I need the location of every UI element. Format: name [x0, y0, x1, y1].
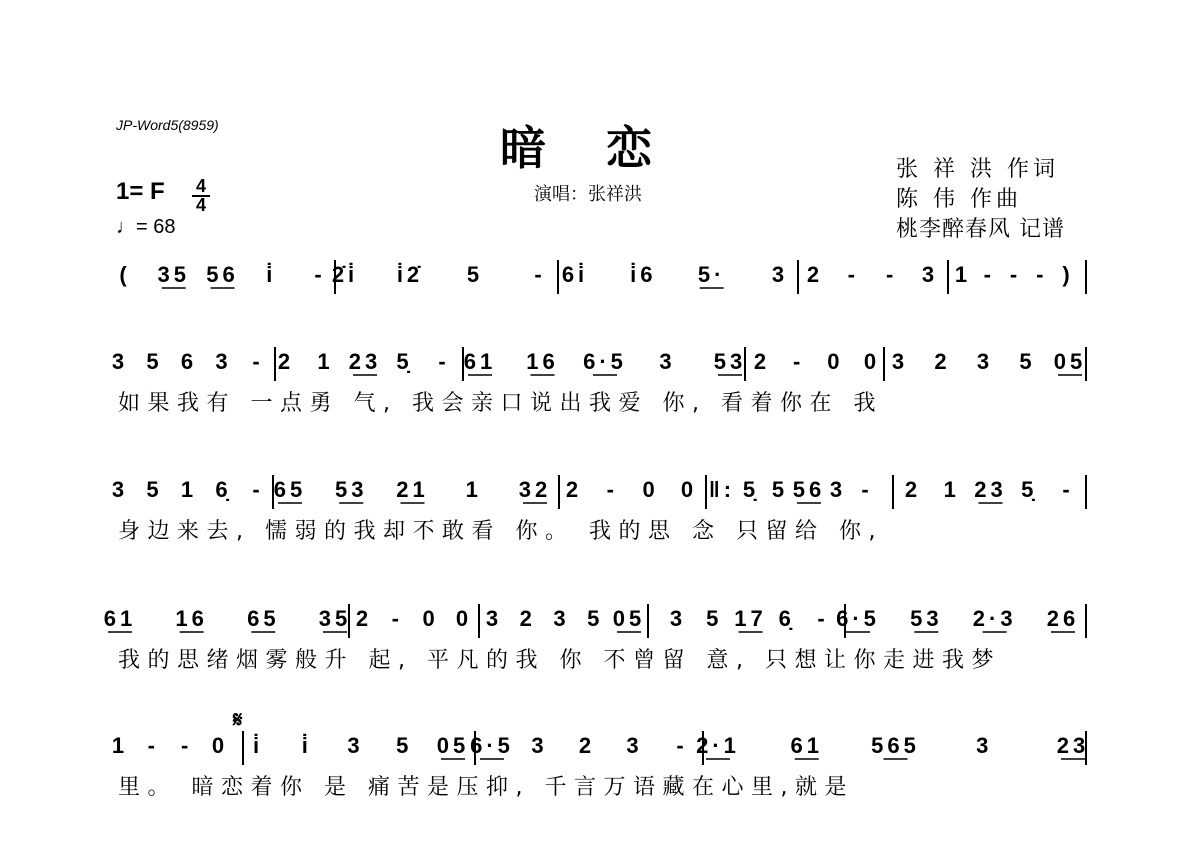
- note: 56: [206, 262, 239, 287]
- note: 1: [111, 733, 129, 758]
- note: 3: [891, 349, 909, 374]
- note: 0: [827, 349, 844, 374]
- note: 3: [626, 733, 643, 758]
- note: 3: [771, 262, 789, 287]
- note: 5: [706, 606, 723, 631]
- note: 3: [485, 606, 503, 631]
- note: -: [983, 262, 995, 287]
- note: 3: [215, 349, 232, 374]
- note: 5: [466, 262, 484, 287]
- note: 16: [526, 349, 559, 374]
- note: 05: [612, 606, 646, 631]
- lyric-line: 我的思绪烟雾般升 起, 平凡的我 你 不曾留 意, 只想让你走进我梦: [118, 648, 1001, 673]
- note: 5̣: [742, 477, 760, 502]
- note: 3: [976, 349, 994, 374]
- note: -: [181, 733, 193, 758]
- note: 23: [974, 477, 1007, 502]
- note: 5: [396, 733, 413, 758]
- note: -: [534, 262, 546, 287]
- note: -: [817, 606, 829, 631]
- note: ): [1062, 262, 1074, 287]
- note: 5̣: [1021, 477, 1038, 502]
- note: 65: [247, 606, 280, 631]
- note: 0: [211, 733, 229, 758]
- note: 6·5: [836, 606, 880, 631]
- note: -: [1062, 477, 1074, 502]
- note: 35: [318, 606, 352, 631]
- note: 0: [455, 606, 473, 631]
- note: 53: [910, 606, 943, 631]
- note: 05: [436, 733, 470, 758]
- note: 1: [943, 477, 960, 502]
- note: ‖:: [708, 477, 736, 502]
- note: 3: [976, 733, 993, 758]
- note: 3: [111, 477, 129, 502]
- note: 0: [642, 477, 659, 502]
- note: -: [252, 477, 264, 502]
- note: 61: [790, 733, 823, 758]
- note: 5·: [697, 262, 726, 287]
- note: 61: [103, 606, 137, 631]
- note: 26: [1046, 606, 1080, 631]
- note: 2·3: [972, 606, 1017, 631]
- note: 6̣: [215, 477, 232, 502]
- note: 3: [111, 349, 129, 374]
- note: 6i̇: [561, 262, 589, 287]
- note: 56: [792, 477, 826, 502]
- note: 3: [921, 262, 939, 287]
- note: 3: [347, 733, 364, 758]
- note: 5: [146, 477, 163, 502]
- lyric-line: 如果我有 一点勇 气, 我会亲口说出我爱 你, 看着你在 我: [118, 391, 883, 416]
- note: -: [1036, 262, 1048, 287]
- note: 1: [317, 349, 334, 374]
- note: -: [886, 262, 898, 287]
- note: 5̣: [396, 349, 413, 374]
- note: 3: [531, 733, 548, 758]
- note: 2: [519, 606, 536, 631]
- note: 0: [422, 606, 439, 631]
- note: -: [391, 606, 403, 631]
- note: -: [147, 733, 159, 758]
- note: i̇: [301, 733, 312, 758]
- note: (: [119, 262, 131, 287]
- note: 6: [180, 349, 198, 374]
- note: 5: [587, 606, 604, 631]
- note: 6·5: [470, 733, 514, 758]
- note: i̇: [252, 733, 264, 758]
- note: 23: [348, 349, 382, 374]
- lyric-line: 里。 暗恋着你 是 痛苦是压抑, 千言万语藏在心里,就是: [118, 775, 854, 800]
- note: i̇6: [630, 262, 657, 287]
- note: 2: [934, 349, 951, 374]
- tempo-value: = 68: [136, 216, 176, 238]
- note: 35: [157, 262, 190, 287]
- note: 1: [180, 477, 198, 502]
- note: 5: [1019, 349, 1036, 374]
- note: 2: [806, 262, 824, 287]
- key-signature: 1= F: [116, 178, 165, 205]
- note: 3: [553, 606, 570, 631]
- note: 3: [829, 477, 847, 502]
- note: 53: [713, 349, 747, 374]
- note: 0: [680, 477, 698, 502]
- note: -: [606, 477, 618, 502]
- note: i̇2̇: [396, 262, 424, 287]
- segno-icon: 𝄋: [233, 708, 243, 733]
- note: 565: [871, 733, 920, 758]
- note: 6·5: [583, 349, 627, 374]
- note: -: [676, 733, 688, 758]
- quarter-note-icon: ♩: [116, 216, 136, 238]
- note: 32: [518, 477, 552, 502]
- lyricist-credit: 张 祥 洪 作词: [896, 157, 1059, 182]
- singer-credit: 演唱：张祥洪: [534, 184, 642, 205]
- note: 5: [771, 477, 789, 502]
- note: 2: [277, 349, 295, 374]
- time-unit: 4: [195, 195, 206, 215]
- note: 1: [465, 477, 482, 502]
- note: 6̣: [778, 606, 795, 631]
- note: 2: [355, 606, 373, 631]
- note: 2: [565, 477, 583, 502]
- note: 5: [146, 349, 163, 374]
- time-beats: 4: [195, 176, 206, 196]
- note: 2: [753, 349, 771, 374]
- note: 53: [335, 477, 368, 502]
- software-label: JP-Word5(8959): [116, 117, 219, 133]
- note: 65: [273, 477, 307, 502]
- note: -: [1009, 262, 1022, 287]
- note: 3: [659, 349, 676, 374]
- note: 2̇i̇: [331, 262, 359, 287]
- note: i̇: [266, 262, 277, 287]
- note: 0: [863, 349, 881, 374]
- note: 21: [396, 477, 429, 502]
- note: 2: [904, 477, 922, 502]
- note: -: [847, 262, 859, 287]
- note: -: [438, 349, 450, 374]
- note: -: [252, 349, 264, 374]
- song-title: 暗恋: [500, 121, 712, 175]
- note: -: [793, 349, 805, 374]
- note: 61: [463, 349, 497, 374]
- note: 3: [669, 606, 687, 631]
- note: -: [861, 477, 873, 502]
- transcriber-credit: 桃李醉春风 记谱: [896, 217, 1065, 242]
- note: 05: [1053, 349, 1087, 374]
- note: 1: [954, 262, 972, 287]
- note: 16: [175, 606, 208, 631]
- note: 23: [1056, 733, 1090, 758]
- composer-credit: 陈 伟 作曲: [896, 187, 1022, 212]
- note: 2: [578, 733, 596, 758]
- note: 2·1: [696, 733, 740, 758]
- note: -: [314, 262, 326, 287]
- lyric-line: 身边来去, 懦弱的我却不敢看 你。 我的思 念 只留给 你,: [118, 519, 883, 544]
- note: 17: [734, 606, 767, 631]
